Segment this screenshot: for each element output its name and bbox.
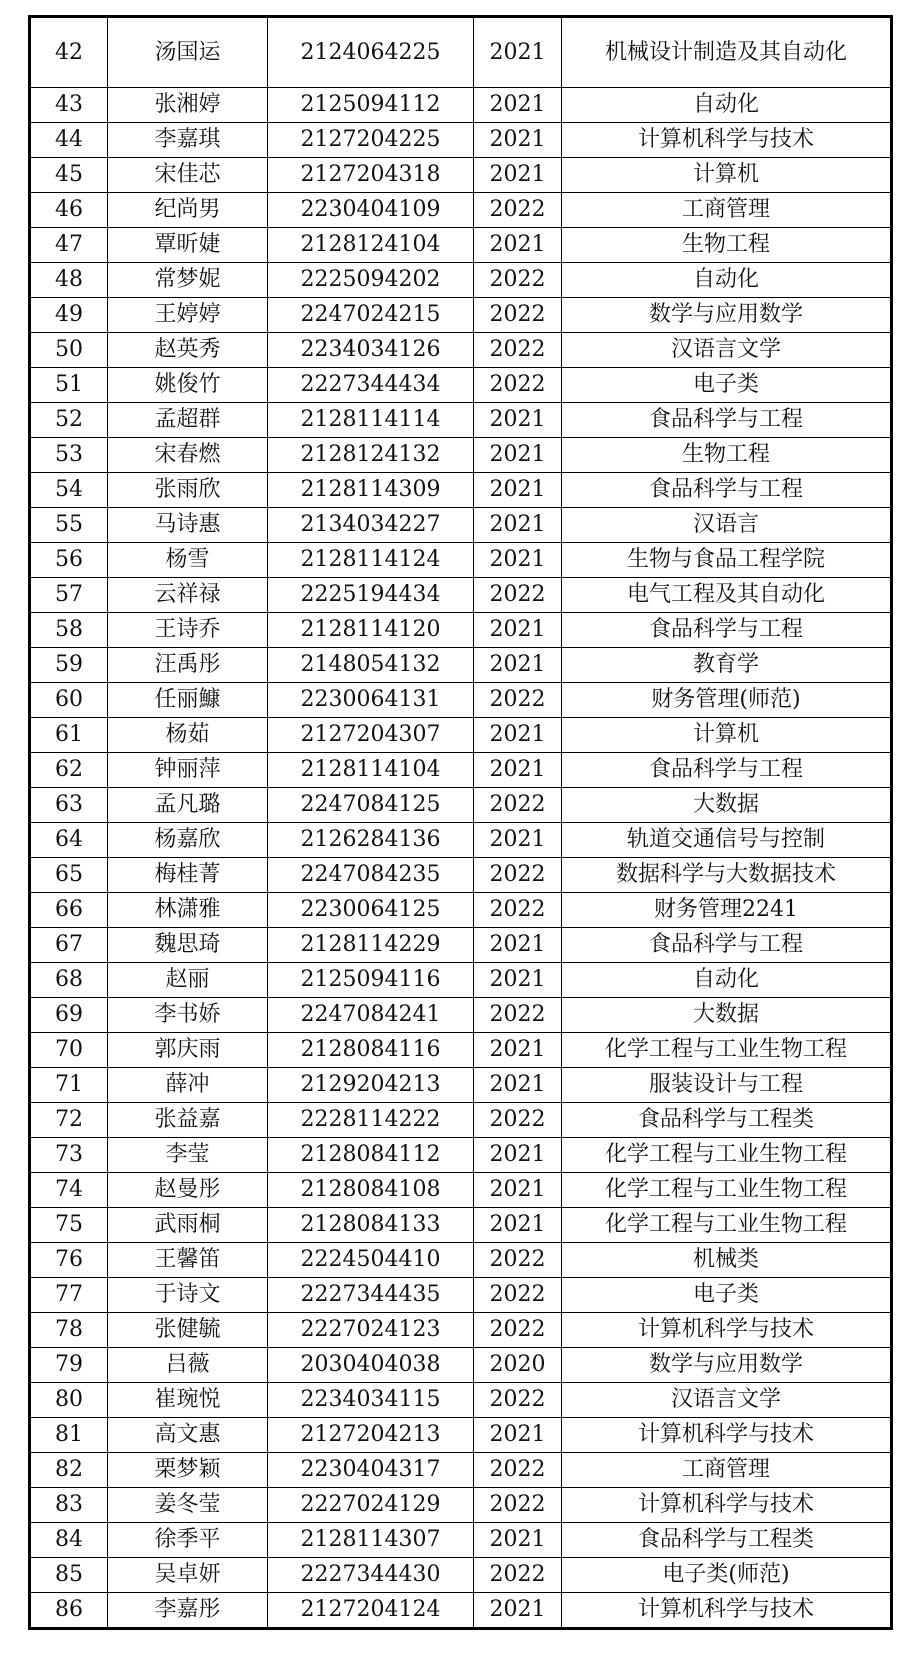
student-id-cell: 2230404109: [268, 193, 474, 228]
row-number-cell: 49: [30, 298, 108, 333]
table-row: [30, 1313, 892, 1348]
major-cell: 化学工程与工业生物工程: [562, 1208, 892, 1243]
student-name-cell: 姚俊竹: [108, 368, 268, 403]
student-name-cell: 孟凡璐: [108, 788, 268, 823]
row-number-cell: 44: [30, 123, 108, 158]
enrollment-year-cell: 2021: [474, 1523, 562, 1558]
enrollment-year-cell: 2022: [474, 1243, 562, 1278]
student-name-cell: 高文惠: [108, 1418, 268, 1453]
table-row: [30, 578, 892, 613]
major-cell: 计算机科学与技术: [562, 123, 892, 158]
student-name-cell: 魏思琦: [108, 928, 268, 963]
enrollment-year-cell: 2022: [474, 1558, 562, 1593]
major-cell: 化学工程与工业生物工程: [562, 1138, 892, 1173]
student-name-cell: 赵英秀: [108, 333, 268, 368]
enrollment-year-cell: 2022: [474, 578, 562, 613]
major-cell: 化学工程与工业生物工程: [562, 1173, 892, 1208]
student-id-cell: 2129204213: [268, 1068, 474, 1103]
table-row: [30, 753, 892, 788]
student-id-cell: 2127204307: [268, 718, 474, 753]
enrollment-year-cell: 2021: [474, 123, 562, 158]
student-name-cell: 薛冲: [108, 1068, 268, 1103]
row-number-cell: 86: [30, 1593, 108, 1629]
row-number-cell: 65: [30, 858, 108, 893]
major-cell: 自动化: [562, 88, 892, 123]
student-name-cell: 梅桂菁: [108, 858, 268, 893]
table-row: [30, 1138, 892, 1173]
enrollment-year-cell: 2022: [474, 1313, 562, 1348]
row-number-cell: 82: [30, 1453, 108, 1488]
student-id-cell: 2128114229: [268, 928, 474, 963]
major-cell: 生物与食品工程学院: [562, 543, 892, 578]
student-name-cell: 汪禹彤: [108, 648, 268, 683]
row-number-cell: 76: [30, 1243, 108, 1278]
enrollment-year-cell: 2020: [474, 1348, 562, 1383]
major-cell: 自动化: [562, 963, 892, 998]
student-id-cell: 2124064225: [268, 17, 474, 88]
student-id-cell: 2230064125: [268, 893, 474, 928]
row-number-cell: 80: [30, 1383, 108, 1418]
student-id-cell: 2234034126: [268, 333, 474, 368]
major-cell: 生物工程: [562, 438, 892, 473]
enrollment-year-cell: 2021: [474, 508, 562, 543]
student-name-cell: 马诗惠: [108, 508, 268, 543]
table-row: [30, 1558, 892, 1593]
student-name-cell: 王诗乔: [108, 613, 268, 648]
student-id-cell: 2128114114: [268, 403, 474, 438]
table-row: [30, 1418, 892, 1453]
student-id-cell: 2227344435: [268, 1278, 474, 1313]
enrollment-year-cell: 2021: [474, 963, 562, 998]
major-cell: 化学工程与工业生物工程: [562, 1033, 892, 1068]
student-id-cell: 2128124132: [268, 438, 474, 473]
student-id-cell: 2125094116: [268, 963, 474, 998]
major-cell: 计算机科学与技术: [562, 1488, 892, 1523]
row-number-cell: 53: [30, 438, 108, 473]
enrollment-year-cell: 2022: [474, 263, 562, 298]
table-row: [30, 263, 892, 298]
major-cell: 服装设计与工程: [562, 1068, 892, 1103]
row-number-cell: 47: [30, 228, 108, 263]
row-number-cell: 48: [30, 263, 108, 298]
student-roster-table: [28, 15, 893, 1630]
major-cell: 数学与应用数学: [562, 1348, 892, 1383]
student-id-cell: 2225194434: [268, 578, 474, 613]
table-row: [30, 1208, 892, 1243]
student-id-cell: 2127204213: [268, 1418, 474, 1453]
table-row: [30, 1243, 892, 1278]
enrollment-year-cell: 2021: [474, 718, 562, 753]
major-cell: 财务管理2241: [562, 893, 892, 928]
student-name-cell: 吕薇: [108, 1348, 268, 1383]
student-id-cell: 2225094202: [268, 263, 474, 298]
enrollment-year-cell: 2021: [474, 1593, 562, 1629]
student-name-cell: 姜冬莹: [108, 1488, 268, 1523]
major-cell: 电子类: [562, 368, 892, 403]
enrollment-year-cell: 2021: [474, 823, 562, 858]
row-number-cell: 64: [30, 823, 108, 858]
row-number-cell: 54: [30, 473, 108, 508]
enrollment-year-cell: 2022: [474, 788, 562, 823]
row-number-cell: 52: [30, 403, 108, 438]
major-cell: 汉语言文学: [562, 333, 892, 368]
student-id-cell: 2247024215: [268, 298, 474, 333]
student-name-cell: 杨茹: [108, 718, 268, 753]
row-number-cell: 63: [30, 788, 108, 823]
major-cell: 机械类: [562, 1243, 892, 1278]
table-row: [30, 508, 892, 543]
enrollment-year-cell: 2022: [474, 298, 562, 333]
row-number-cell: 78: [30, 1313, 108, 1348]
major-cell: 计算机科学与技术: [562, 1593, 892, 1629]
table-row: [30, 543, 892, 578]
enrollment-year-cell: 2021: [474, 1208, 562, 1243]
student-name-cell: 常梦妮: [108, 263, 268, 298]
enrollment-year-cell: 2021: [474, 613, 562, 648]
student-id-cell: 2148054132: [268, 648, 474, 683]
student-name-cell: 张健毓: [108, 1313, 268, 1348]
major-cell: 食品科学与工程类: [562, 1103, 892, 1138]
major-cell: 数据科学与大数据技术: [562, 858, 892, 893]
student-id-cell: 2125094112: [268, 88, 474, 123]
row-number-cell: 73: [30, 1138, 108, 1173]
table-row: [30, 298, 892, 333]
enrollment-year-cell: 2021: [474, 473, 562, 508]
row-number-cell: 43: [30, 88, 108, 123]
major-cell: 电子类(师范): [562, 1558, 892, 1593]
table-row: [30, 1453, 892, 1488]
enrollment-year-cell: 2021: [474, 17, 562, 88]
student-id-cell: 2128114307: [268, 1523, 474, 1558]
enrollment-year-cell: 2021: [474, 1138, 562, 1173]
row-number-cell: 59: [30, 648, 108, 683]
enrollment-year-cell: 2021: [474, 543, 562, 578]
major-cell: 轨道交通信号与控制: [562, 823, 892, 858]
student-name-cell: 赵曼彤: [108, 1173, 268, 1208]
major-cell: 计算机科学与技术: [562, 1313, 892, 1348]
table-row: [30, 1103, 892, 1138]
student-name-cell: 王婷婷: [108, 298, 268, 333]
row-number-cell: 62: [30, 753, 108, 788]
student-id-cell: 2230404317: [268, 1453, 474, 1488]
row-number-cell: 72: [30, 1103, 108, 1138]
row-number-cell: 85: [30, 1558, 108, 1593]
row-number-cell: 45: [30, 158, 108, 193]
major-cell: 食品科学与工程: [562, 753, 892, 788]
student-id-cell: 2247084241: [268, 998, 474, 1033]
student-name-cell: 钟丽萍: [108, 753, 268, 788]
row-number-cell: 81: [30, 1418, 108, 1453]
student-id-cell: 2247084125: [268, 788, 474, 823]
table-row: [30, 788, 892, 823]
table-row: [30, 1068, 892, 1103]
student-name-cell: 张益嘉: [108, 1103, 268, 1138]
student-name-cell: 杨嘉欣: [108, 823, 268, 858]
row-number-cell: 67: [30, 928, 108, 963]
student-name-cell: 王馨笛: [108, 1243, 268, 1278]
enrollment-year-cell: 2021: [474, 648, 562, 683]
student-id-cell: 2127204124: [268, 1593, 474, 1629]
enrollment-year-cell: 2021: [474, 228, 562, 263]
table-row: [30, 1523, 892, 1558]
student-id-cell: 2128114120: [268, 613, 474, 648]
enrollment-year-cell: 2022: [474, 998, 562, 1033]
table-row: [30, 648, 892, 683]
enrollment-year-cell: 2021: [474, 1033, 562, 1068]
student-name-cell: 吴卓妍: [108, 1558, 268, 1593]
student-name-cell: 任丽鱇: [108, 683, 268, 718]
row-number-cell: 68: [30, 963, 108, 998]
enrollment-year-cell: 2022: [474, 1103, 562, 1138]
row-number-cell: 60: [30, 683, 108, 718]
major-cell: 机械设计制造及其自动化: [562, 17, 892, 88]
table-row: [30, 473, 892, 508]
row-number-cell: 42: [30, 17, 108, 88]
table-row: [30, 1383, 892, 1418]
student-name-cell: 孟超群: [108, 403, 268, 438]
row-number-cell: 55: [30, 508, 108, 543]
row-number-cell: 58: [30, 613, 108, 648]
enrollment-year-cell: 2021: [474, 1173, 562, 1208]
student-id-cell: 2134034227: [268, 508, 474, 543]
major-cell: 食品科学与工程: [562, 403, 892, 438]
major-cell: 工商管理: [562, 193, 892, 228]
student-name-cell: 云祥禄: [108, 578, 268, 613]
student-id-cell: 2227024123: [268, 1313, 474, 1348]
student-id-cell: 2234034115: [268, 1383, 474, 1418]
major-cell: 食品科学与工程: [562, 928, 892, 963]
student-id-cell: 2230064131: [268, 683, 474, 718]
student-id-cell: 2227344430: [268, 1558, 474, 1593]
major-cell: 汉语言: [562, 508, 892, 543]
student-id-cell: 2128084133: [268, 1208, 474, 1243]
table-row: [30, 368, 892, 403]
enrollment-year-cell: 2022: [474, 193, 562, 228]
row-number-cell: 56: [30, 543, 108, 578]
student-id-cell: 2127204318: [268, 158, 474, 193]
row-number-cell: 84: [30, 1523, 108, 1558]
major-cell: 财务管理(师范): [562, 683, 892, 718]
row-number-cell: 74: [30, 1173, 108, 1208]
enrollment-year-cell: 2021: [474, 88, 562, 123]
roster-body: [30, 17, 892, 1629]
enrollment-year-cell: 2021: [474, 403, 562, 438]
student-id-cell: 2128084108: [268, 1173, 474, 1208]
table-row: [30, 683, 892, 718]
enrollment-year-cell: 2022: [474, 333, 562, 368]
row-number-cell: 66: [30, 893, 108, 928]
table-row: [30, 1593, 892, 1629]
table-row: [30, 1033, 892, 1068]
row-number-cell: 70: [30, 1033, 108, 1068]
student-id-cell: 2227024129: [268, 1488, 474, 1523]
student-name-cell: 郭庆雨: [108, 1033, 268, 1068]
student-name-cell: 宋春燃: [108, 438, 268, 473]
table-row: [30, 963, 892, 998]
student-id-cell: 2227344434: [268, 368, 474, 403]
student-name-cell: 李莹: [108, 1138, 268, 1173]
table-row: [30, 403, 892, 438]
enrollment-year-cell: 2022: [474, 1278, 562, 1313]
major-cell: 自动化: [562, 263, 892, 298]
major-cell: 工商管理: [562, 1453, 892, 1488]
major-cell: 计算机: [562, 158, 892, 193]
major-cell: 数学与应用数学: [562, 298, 892, 333]
table-row: [30, 333, 892, 368]
row-number-cell: 83: [30, 1488, 108, 1523]
student-id-cell: 2126284136: [268, 823, 474, 858]
table-row: [30, 1348, 892, 1383]
student-name-cell: 于诗文: [108, 1278, 268, 1313]
enrollment-year-cell: 2021: [474, 928, 562, 963]
major-cell: 计算机: [562, 718, 892, 753]
enrollment-year-cell: 2022: [474, 683, 562, 718]
row-number-cell: 50: [30, 333, 108, 368]
major-cell: 教育学: [562, 648, 892, 683]
table-row: [30, 17, 892, 88]
table-row: [30, 193, 892, 228]
enrollment-year-cell: 2022: [474, 1488, 562, 1523]
table-row: [30, 1173, 892, 1208]
row-number-cell: 61: [30, 718, 108, 753]
major-cell: 大数据: [562, 998, 892, 1033]
enrollment-year-cell: 2022: [474, 1383, 562, 1418]
table-row: [30, 998, 892, 1033]
enrollment-year-cell: 2022: [474, 858, 562, 893]
enrollment-year-cell: 2022: [474, 893, 562, 928]
student-name-cell: 李嘉琪: [108, 123, 268, 158]
student-id-cell: 2224504410: [268, 1243, 474, 1278]
major-cell: 电子类: [562, 1278, 892, 1313]
student-id-cell: 2128084112: [268, 1138, 474, 1173]
student-name-cell: 张雨欣: [108, 473, 268, 508]
student-name-cell: 武雨桐: [108, 1208, 268, 1243]
student-name-cell: 栗梦颖: [108, 1453, 268, 1488]
row-number-cell: 51: [30, 368, 108, 403]
student-name-cell: 徐季平: [108, 1523, 268, 1558]
student-name-cell: 宋佳芯: [108, 158, 268, 193]
major-cell: 电气工程及其自动化: [562, 578, 892, 613]
major-cell: 食品科学与工程: [562, 473, 892, 508]
student-id-cell: 2128114124: [268, 543, 474, 578]
enrollment-year-cell: 2021: [474, 158, 562, 193]
table-row: [30, 1488, 892, 1523]
student-id-cell: 2030404038: [268, 1348, 474, 1383]
student-name-cell: 张湘婷: [108, 88, 268, 123]
table-row: [30, 928, 892, 963]
row-number-cell: 69: [30, 998, 108, 1033]
row-number-cell: 71: [30, 1068, 108, 1103]
table-row: [30, 88, 892, 123]
table-row: [30, 158, 892, 193]
enrollment-year-cell: 2021: [474, 753, 562, 788]
enrollment-year-cell: 2021: [474, 1068, 562, 1103]
enrollment-year-cell: 2022: [474, 1453, 562, 1488]
enrollment-year-cell: 2022: [474, 368, 562, 403]
major-cell: 食品科学与工程: [562, 613, 892, 648]
major-cell: 计算机科学与技术: [562, 1418, 892, 1453]
row-number-cell: 79: [30, 1348, 108, 1383]
table-row: [30, 893, 892, 928]
enrollment-year-cell: 2021: [474, 438, 562, 473]
major-cell: 汉语言文学: [562, 1383, 892, 1418]
student-id-cell: 2128084116: [268, 1033, 474, 1068]
student-name-cell: 赵丽: [108, 963, 268, 998]
student-id-cell: 2128114309: [268, 473, 474, 508]
table-row: [30, 438, 892, 473]
table-row: [30, 123, 892, 158]
student-name-cell: 覃昕婕: [108, 228, 268, 263]
student-name-cell: 李书娇: [108, 998, 268, 1033]
student-id-cell: 2128124104: [268, 228, 474, 263]
student-name-cell: 杨雪: [108, 543, 268, 578]
table-row: [30, 1278, 892, 1313]
student-name-cell: 林潇雅: [108, 893, 268, 928]
student-name-cell: 李嘉彤: [108, 1593, 268, 1629]
table-row: [30, 718, 892, 753]
major-cell: 大数据: [562, 788, 892, 823]
row-number-cell: 46: [30, 193, 108, 228]
major-cell: 生物工程: [562, 228, 892, 263]
student-name-cell: 汤国运: [108, 17, 268, 88]
row-number-cell: 75: [30, 1208, 108, 1243]
row-number-cell: 57: [30, 578, 108, 613]
student-id-cell: 2127204225: [268, 123, 474, 158]
student-id-cell: 2228114222: [268, 1103, 474, 1138]
table-row: [30, 228, 892, 263]
student-id-cell: 2128114104: [268, 753, 474, 788]
student-name-cell: 纪尚男: [108, 193, 268, 228]
table-row: [30, 858, 892, 893]
student-name-cell: 崔琬悦: [108, 1383, 268, 1418]
row-number-cell: 77: [30, 1278, 108, 1313]
enrollment-year-cell: 2021: [474, 1418, 562, 1453]
table-row: [30, 823, 892, 858]
student-id-cell: 2247084235: [268, 858, 474, 893]
table-row: [30, 613, 892, 648]
major-cell: 食品科学与工程类: [562, 1523, 892, 1558]
